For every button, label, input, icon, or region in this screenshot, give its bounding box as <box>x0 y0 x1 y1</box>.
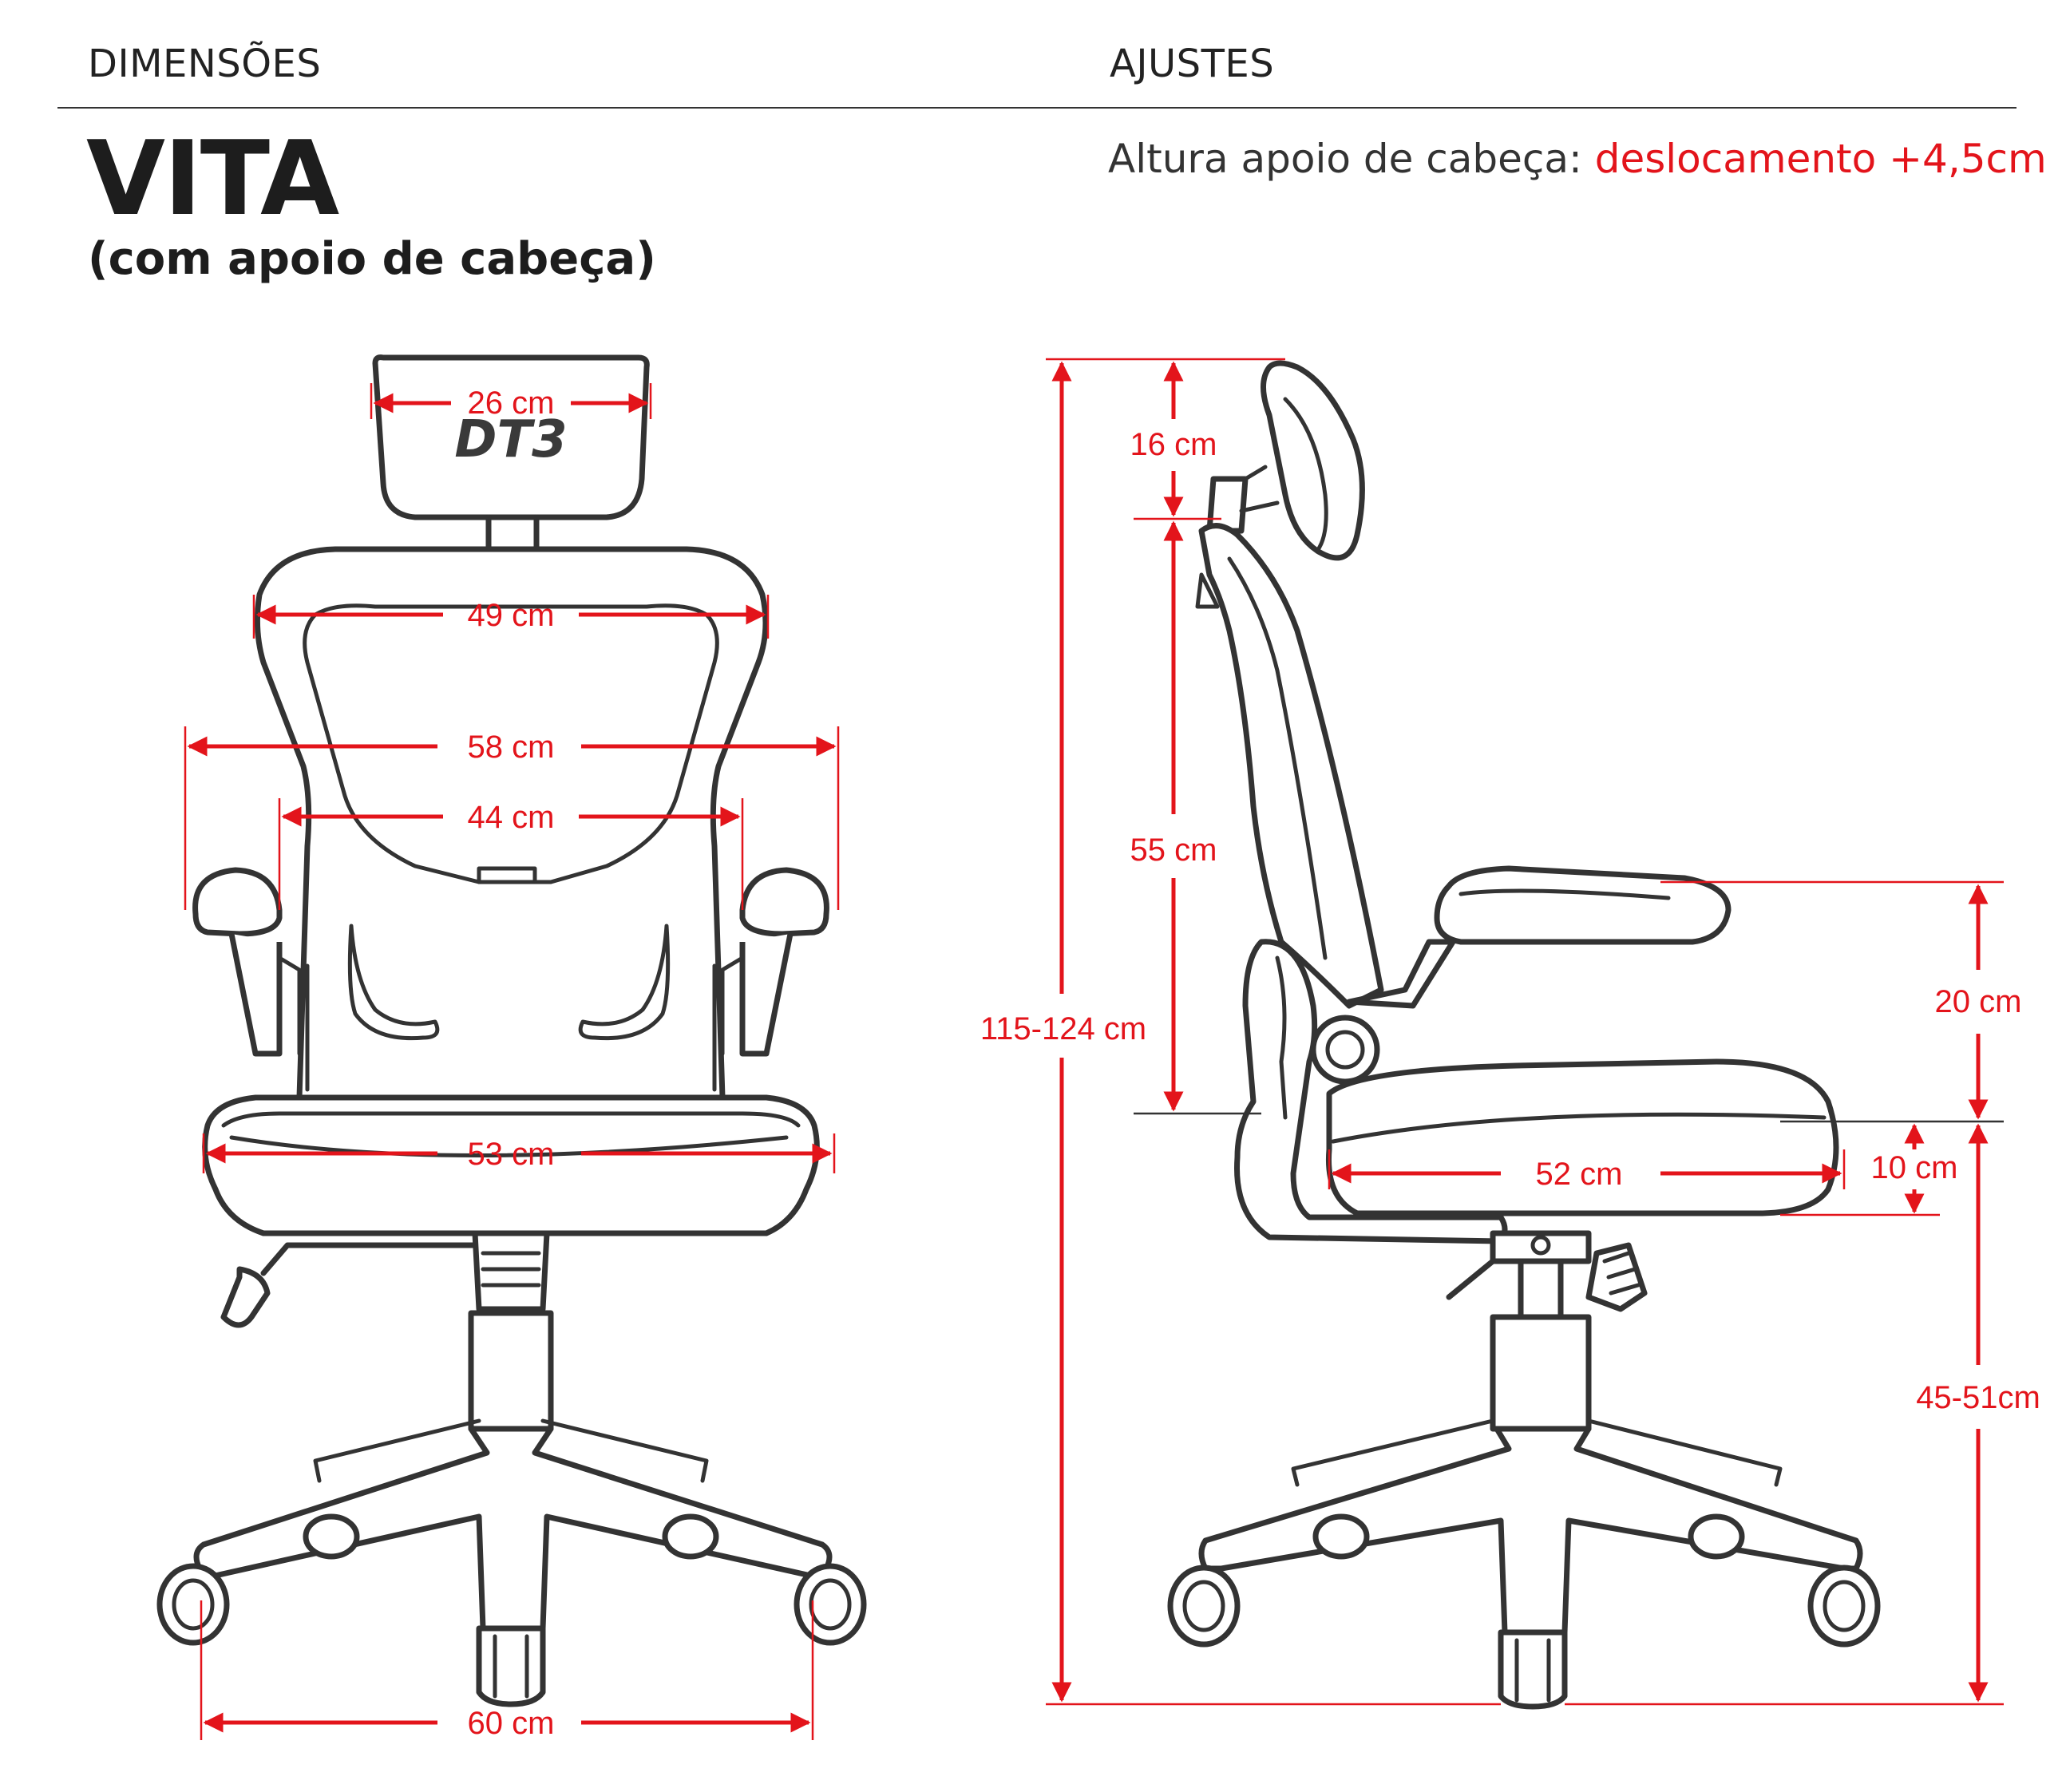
side-seat-height-label: 45-51cm <box>1916 1380 2040 1415</box>
front-view-chair <box>160 358 864 1704</box>
front-right-caster <box>797 1566 864 1643</box>
front-left-caster <box>160 1566 227 1643</box>
side-headrest-height-label: 16 cm <box>1130 427 1217 462</box>
dimensions-section-label: DIMENSÕES <box>88 42 322 86</box>
side-armrest-pad <box>1437 868 1728 942</box>
front-gas-lift <box>471 1313 551 1429</box>
side-headrest <box>1264 363 1363 558</box>
side-seat-thickness-label: 10 cm <box>1870 1150 1958 1185</box>
side-center-caster <box>1501 1632 1565 1707</box>
side-left-caster <box>1170 1568 1237 1644</box>
front-seat-width-label: 53 cm <box>467 1137 555 1172</box>
side-base-star <box>1201 1429 1860 1632</box>
front-left-armrest-pad <box>196 870 279 934</box>
front-headrest-width-label: 26 cm <box>467 386 555 421</box>
model-title: VITA <box>86 120 338 239</box>
headrest-adjustment-label: Altura apoio de cabeça: <box>1108 136 1582 182</box>
headrest-adjustment-value: deslocamento +4,5cm <box>1594 136 2047 182</box>
model-subtitle: (com apoio de cabeça) <box>88 233 656 285</box>
front-base-star <box>196 1429 829 1628</box>
front-right-armrest-pad <box>742 870 826 934</box>
front-base-width-label: 60 cm <box>467 1706 555 1741</box>
front-armrest-outer-width-label: 58 cm <box>467 730 555 765</box>
side-armrest-height-label: 20 cm <box>1934 984 2022 1019</box>
side-right-caster <box>1811 1568 1878 1644</box>
front-backrest-width-label: 49 cm <box>467 598 555 633</box>
side-backrest-height-label: 55 cm <box>1130 833 1217 868</box>
side-backrest <box>1201 526 1381 1006</box>
adjustments-section-label: AJUSTES <box>1110 42 1275 86</box>
front-center-caster <box>479 1628 543 1704</box>
side-tilt-knob <box>1313 1018 1377 1082</box>
side-gas-lift <box>1493 1317 1589 1429</box>
side-seat-depth-label: 52 cm <box>1535 1157 1623 1192</box>
side-total-height-label: 115-124 cm <box>980 1011 1147 1046</box>
front-armrest-inner-width-label: 44 cm <box>467 800 555 835</box>
side-view-chair <box>1170 363 1878 1707</box>
brand-logo: DT3 <box>454 410 568 469</box>
